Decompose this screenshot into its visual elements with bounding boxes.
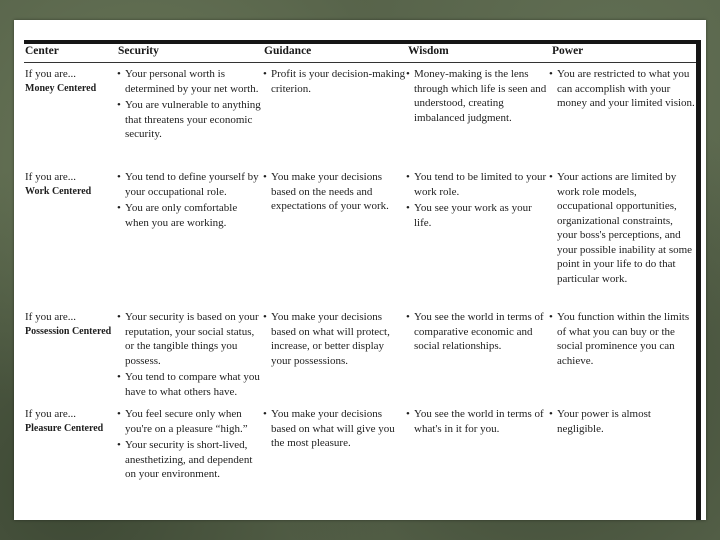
wisdom-item: • You see the world in terms of comparative economic and social relationships. <box>406 310 549 354</box>
wisdom-cell <box>406 407 549 438</box>
header-center: Center <box>25 45 59 57</box>
guidance-cell <box>263 310 406 370</box>
power-cell <box>549 170 695 288</box>
security-item: • Your security is based on your reputation, your social status, or the tangible things you possess. <box>117 310 263 368</box>
security-item: • You feel secure only when you're on a pleasure “high.” <box>117 407 263 436</box>
center-name: Work Centered <box>25 185 92 197</box>
wisdom-item: • You see the world in terms of what's in it for you. <box>406 407 549 436</box>
power-item: • Your actions are limited by work role models, occupational opportunities, organizational constraints, your boss's perceptions, and your possible inability at some point in your life to do that particular work. <box>549 170 695 286</box>
guidance-cell <box>263 67 406 98</box>
table-top-rule <box>24 40 696 44</box>
header-guidance: Guidance <box>264 45 312 57</box>
center-lead: If you are... <box>25 408 77 420</box>
power-cell <box>549 310 695 370</box>
security-item: • You are only comfortable when you are working. <box>117 201 263 230</box>
security-cell <box>117 310 263 401</box>
guidance-item: • You make your decisions based on what will protect, increase, or better display your possessions. <box>263 310 406 368</box>
center-lead: If you are... <box>25 68 77 80</box>
guidance-cell <box>263 170 406 216</box>
document-page <box>14 20 706 520</box>
header-power: Power <box>552 45 584 57</box>
center-name: Money Centered <box>25 82 97 94</box>
wisdom-cell <box>406 310 549 356</box>
wisdom-cell <box>406 170 549 232</box>
security-cell <box>117 170 263 232</box>
power-item: • Your power is almost negligible. <box>549 407 695 436</box>
wisdom-cell <box>406 67 549 127</box>
center-cell <box>25 310 117 339</box>
center-name: Pleasure Centered <box>25 422 104 434</box>
security-item: • You are vulnerable to anything that threatens your economic security. <box>117 98 263 142</box>
security-cell <box>117 407 263 484</box>
security-item: • Your personal worth is determined by your net worth. <box>117 67 263 96</box>
wisdom-item: • You tend to be limited to your work role. <box>406 170 549 199</box>
power-cell <box>549 67 695 113</box>
guidance-item: • Profit is your decision-making criterion. <box>263 67 406 96</box>
center-name: Possession Centered <box>25 325 112 337</box>
security-item: • You tend to compare what you have to what others have. <box>117 370 263 399</box>
security-item: • You tend to define yourself by your occupational role. <box>117 170 263 199</box>
center-cell <box>25 407 117 436</box>
header-wisdom: Wisdom <box>408 45 449 57</box>
center-cell <box>25 67 117 96</box>
wisdom-item: • Money-making is the lens through which life is seen and understood, creating imbalanced judgment. <box>406 67 549 125</box>
wisdom-item: • You see your work as your life. <box>406 201 549 230</box>
power-cell <box>549 407 695 438</box>
center-lead: If you are... <box>25 311 77 323</box>
center-lead: If you are... <box>25 171 77 183</box>
power-item: • You function within the limits of what you can buy or the social prominence you can achieve. <box>549 310 695 368</box>
guidance-cell <box>263 407 406 453</box>
security-cell <box>117 67 263 144</box>
security-item: • Your security is short-lived, anesthetizing, and dependent on your environment. <box>117 438 263 482</box>
header-rule <box>24 62 696 63</box>
table-right-rule <box>696 40 701 520</box>
center-cell <box>25 170 117 199</box>
guidance-item: • You make your decisions based on what will give you the most pleasure. <box>263 407 406 451</box>
power-item: • You are restricted to what you can accomplish with your money and your limited vision. <box>549 67 695 111</box>
guidance-item: • You make your decisions based on the needs and expectations of your work. <box>263 170 406 214</box>
header-security: Security <box>118 45 159 57</box>
